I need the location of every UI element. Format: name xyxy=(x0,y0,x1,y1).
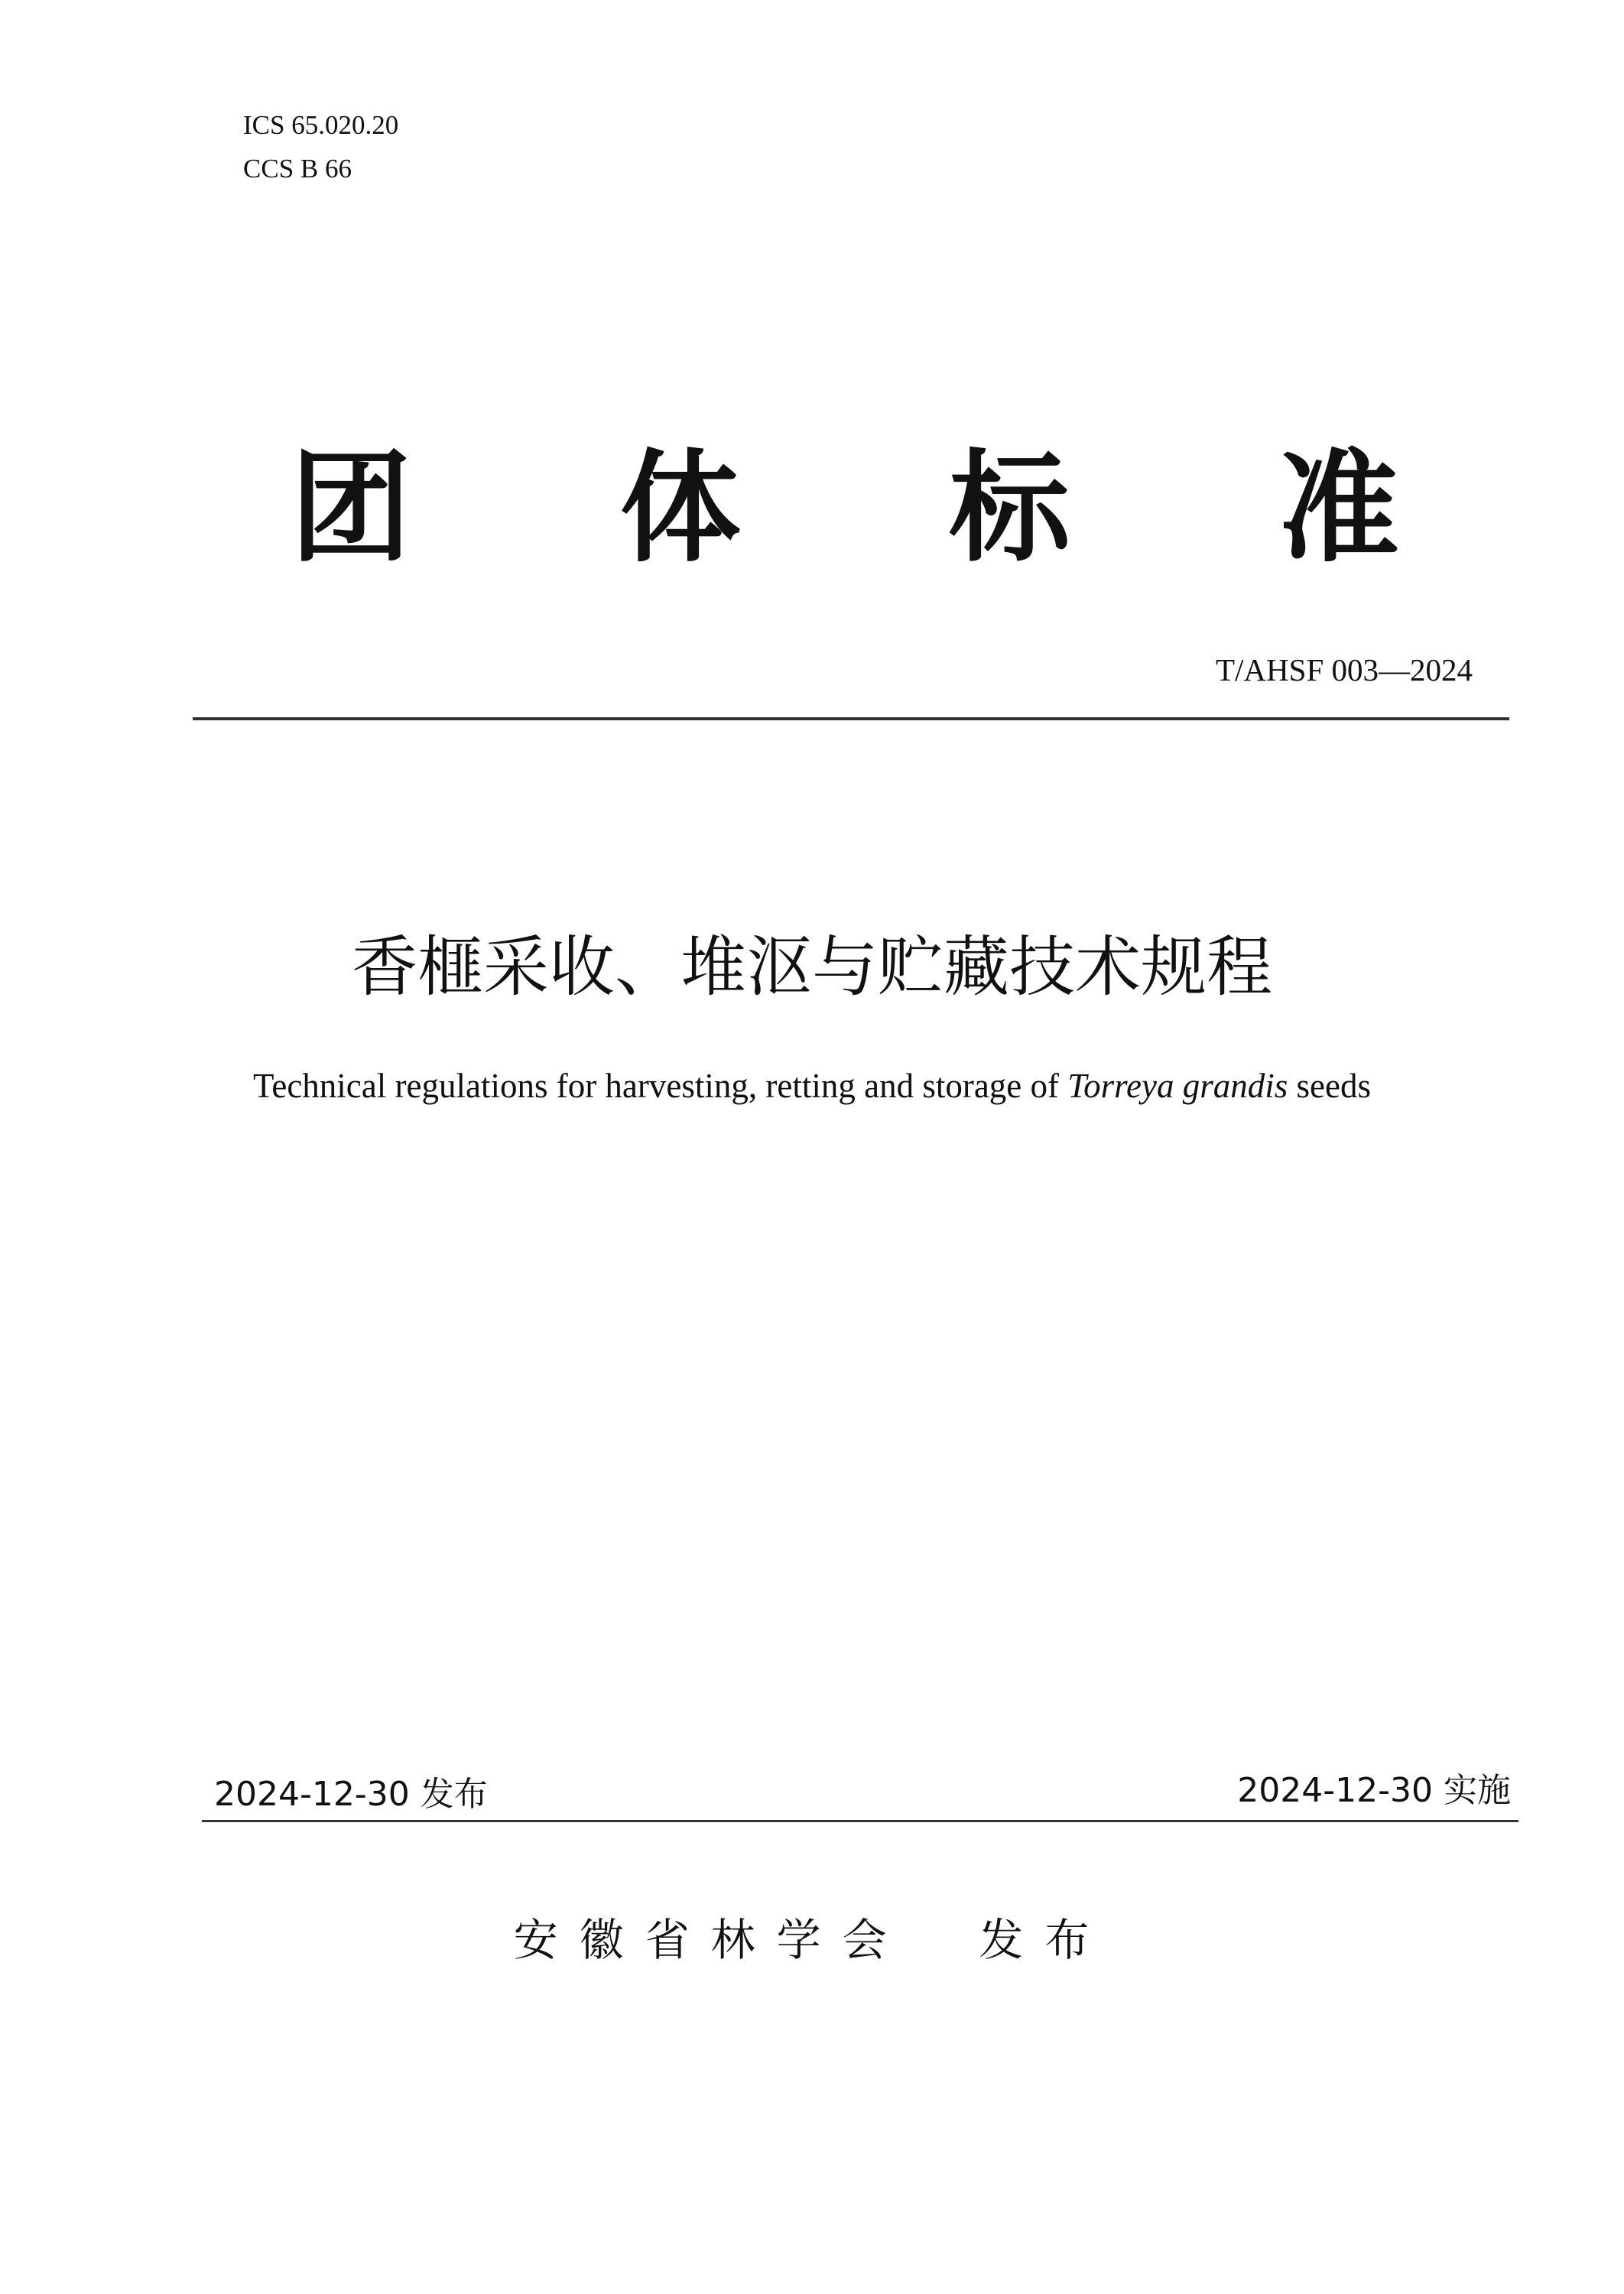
publisher: 安徽省林学会 发布 xyxy=(513,1914,1111,1966)
standard-type-char: 准 xyxy=(1278,438,1399,579)
ics-code: ICS 65.020.20 xyxy=(243,110,399,140)
issue-date: 2024-12-30 发布 xyxy=(214,1775,488,1814)
title-english-part: seeds xyxy=(1288,1067,1371,1105)
standard-type-char: 标 xyxy=(949,438,1070,579)
classification-codes xyxy=(243,103,398,190)
standard-type-char: 体 xyxy=(619,438,741,579)
standard-type-char: 团 xyxy=(291,438,411,579)
standard-type-heading xyxy=(291,438,1399,579)
top-divider xyxy=(193,717,1509,720)
title-chinese: 香榧采收、堆沤与贮藏技术规程 xyxy=(352,929,1272,1006)
standard-number: T/AHSF 003—2024 xyxy=(1215,652,1473,687)
implementation-date: 2024-12-30 实施 xyxy=(1237,1771,1511,1810)
title-english-part: Technical regulations for harvesting, retting and storage of xyxy=(253,1067,1068,1105)
title-english xyxy=(0,1063,1624,1109)
title-english-species: Torreya grandis xyxy=(1067,1067,1288,1105)
bottom-divider xyxy=(202,1820,1518,1822)
ccs-code: CCS B 66 xyxy=(243,154,352,184)
